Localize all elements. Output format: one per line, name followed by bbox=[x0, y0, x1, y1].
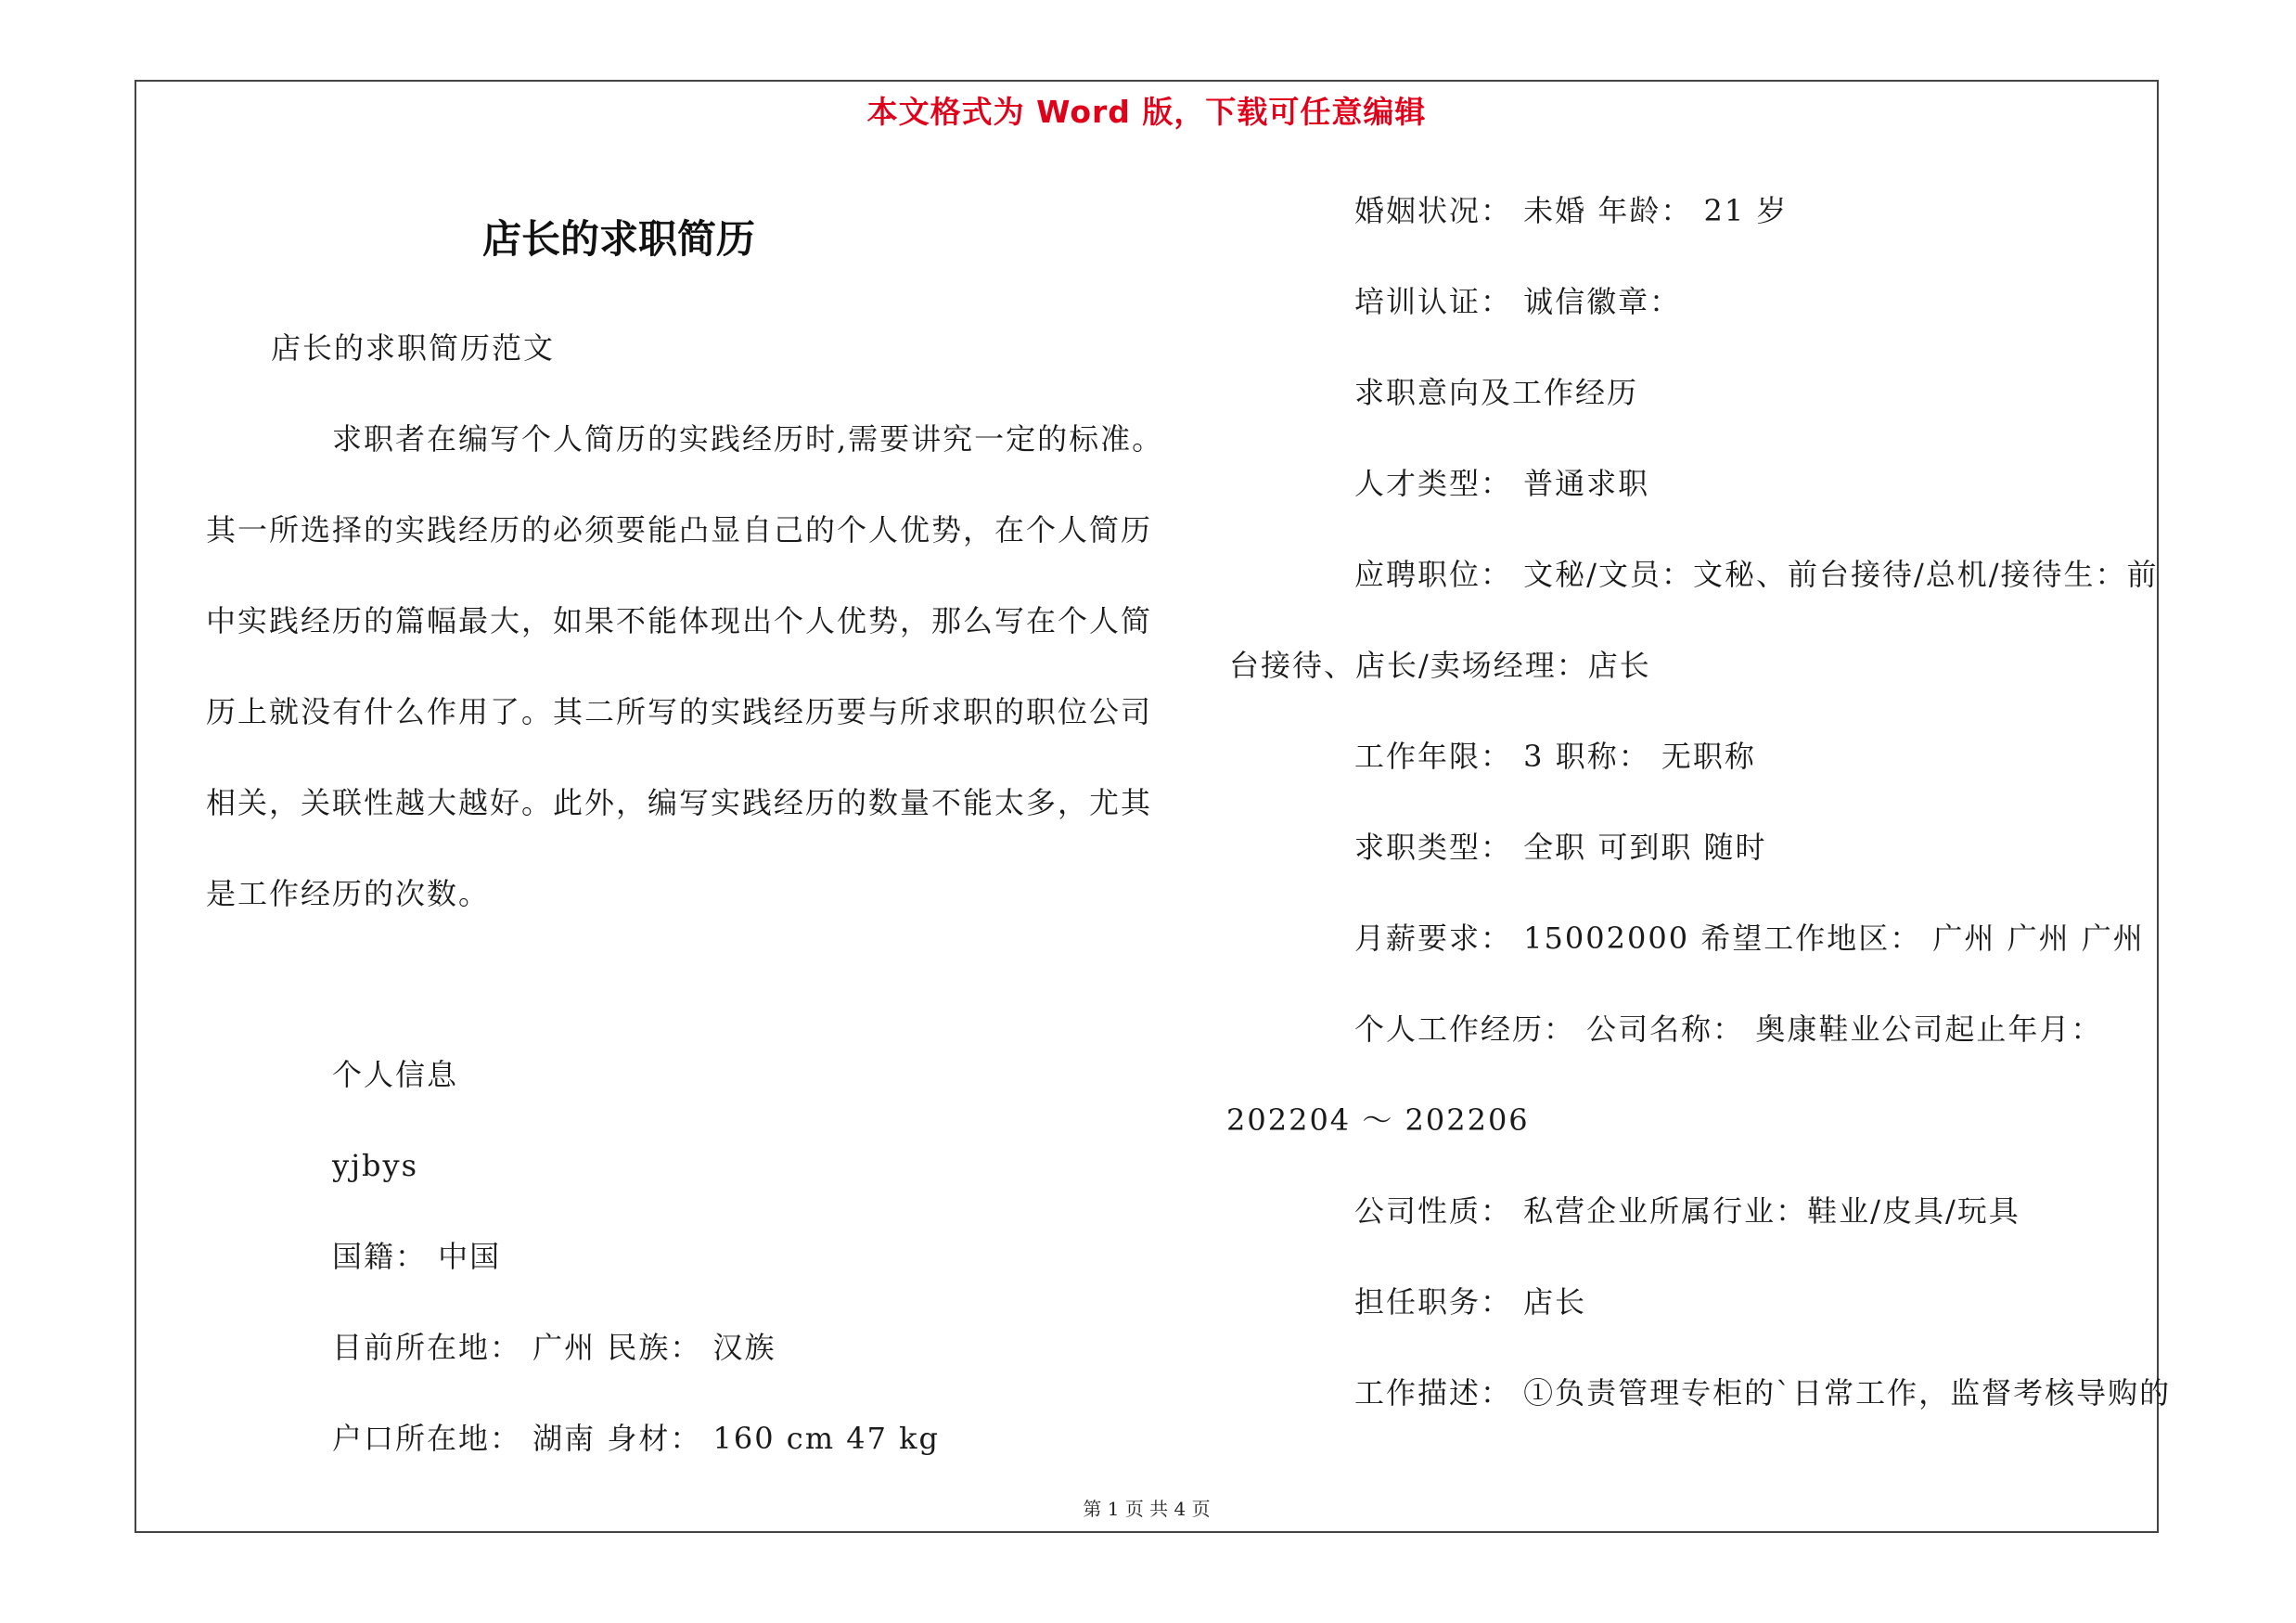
document-title: 店长的求职简历 bbox=[482, 216, 756, 262]
right-line-4: 应聘职位： 文秘/文员：文秘、前台接待/总机/接待生：前 bbox=[1354, 557, 2159, 592]
right-line-9: 个人工作经历： 公司名称： 奥康鞋业公司起止年月： bbox=[1354, 1011, 2103, 1047]
left-line-10: 目前所在地： 广州 民族： 汉族 bbox=[332, 1330, 776, 1365]
right-line-7: 求职类型： 全职 可到职 随时 bbox=[1354, 830, 1767, 865]
right-line-1: 培训认证： 诚信徽章： bbox=[1354, 284, 1682, 319]
left-line-4: 历上就没有什么作用了。其二所写的实践经历要与所求职的职位公司 bbox=[206, 694, 1153, 729]
left-line-5: 相关，关联性越大越好。此外，编写实践经历的数量不能太多，尤其 bbox=[206, 785, 1153, 820]
left-line-3: 中实践经历的篇幅最大，如果不能体现出个人优势，那么写在个人简 bbox=[206, 603, 1153, 638]
left-line-6: 是工作经历的次数。 bbox=[206, 876, 491, 911]
right-line-11: 公司性质： 私营企业所属行业：鞋业/皮具/玩具 bbox=[1354, 1193, 2020, 1229]
page-footer: 第 1 页 共 4 页 bbox=[1083, 1498, 1211, 1520]
left-line-9: 国籍： 中国 bbox=[332, 1239, 502, 1274]
left-line-11: 户口所在地： 湖南 身材： 160 cm 47 kg bbox=[332, 1421, 940, 1456]
right-line-13: 工作描述： ①负责管理专柜的`日常工作，监督考核导购的 bbox=[1354, 1375, 2172, 1410]
left-line-8: yjbys bbox=[332, 1148, 418, 1183]
right-line-6: 工作年限： 3 职称： 无职称 bbox=[1354, 739, 1756, 774]
left-line-2: 其一所选择的实践经历的必须要能凸显自己的个人优势，在个人简历 bbox=[206, 512, 1153, 547]
right-line-8: 月薪要求： 15002000 希望工作地区： 广州 广州 广州 bbox=[1354, 921, 2145, 956]
right-line-10: 202204 ～ 202206 bbox=[1226, 1102, 1530, 1138]
right-line-0: 婚姻状况： 未婚 年龄： 21 岁 bbox=[1354, 193, 1789, 228]
right-line-12: 担任职务： 店长 bbox=[1354, 1284, 1587, 1320]
left-line-7: 个人信息 bbox=[332, 1057, 459, 1092]
right-line-5: 台接待、店长/卖场经理：店长 bbox=[1229, 648, 1651, 683]
right-line-2: 求职意向及工作经历 bbox=[1354, 375, 1639, 410]
left-line-1: 求职者在编写个人简历的实践经历时,需要讲究一定的标准。 bbox=[332, 421, 1164, 457]
format-banner: 本文格式为 Word 版，下载可任意编辑 bbox=[866, 94, 1427, 130]
right-line-3: 人才类型： 普通求职 bbox=[1354, 466, 1650, 501]
left-line-0: 店长的求职简历范文 bbox=[271, 330, 556, 366]
